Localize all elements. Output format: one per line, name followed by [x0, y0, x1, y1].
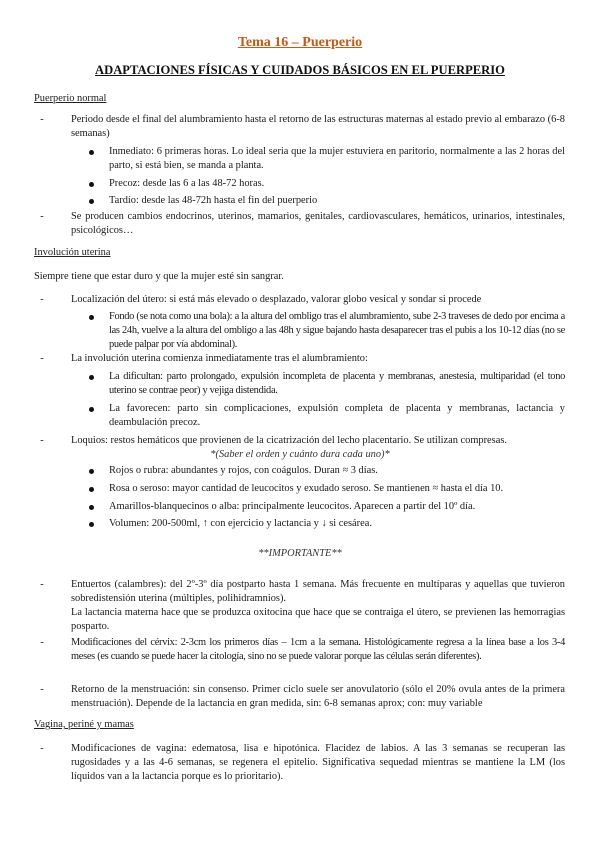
- intro-paragraph: Siempre tiene que estar duro y que la mujer esté sin sangrar.: [34, 271, 284, 282]
- document-subtitle: ADAPTACIONES FÍSICAS Y CUIDADOS BÁSICOS EN EL PUERPERIO: [95, 63, 505, 77]
- bullet-icon: [89, 522, 94, 527]
- dash-marker: -: [40, 114, 44, 125]
- dash-marker: -: [40, 294, 44, 305]
- list-item-text: Se producen cambios endocrinos, uterinos, mamarios, genitales, cardiovasculares, hemáticos, urinarios, intestinales, psicológicos…: [71, 211, 565, 236]
- list-item: [37, 578, 565, 634]
- dash-marker: -: [40, 579, 44, 590]
- bullet-icon: [89, 199, 94, 204]
- bullet-icon: [89, 375, 94, 380]
- bullet-icon: [89, 487, 94, 492]
- list-item-text: La involución uterina comienza inmediatamente tras el alumbramiento:: [71, 353, 368, 364]
- list-item: [37, 352, 565, 366]
- bullet-icon: [89, 182, 94, 187]
- list-item: [83, 464, 565, 478]
- list-item: [37, 683, 565, 711]
- list-item: [37, 434, 565, 448]
- list-item: [83, 500, 565, 514]
- dash-marker: -: [40, 637, 44, 648]
- document-title: Tema 16 – Puerperio: [237, 35, 363, 50]
- list-item-text: Localización del útero: si está más elevado o desplazado, valorar globo vesical y sondar si procede: [71, 294, 482, 305]
- list-item: [83, 370, 565, 398]
- bullet-icon: [89, 469, 94, 474]
- list-item-text: Loquios: restos hemáticos que provienen de la cicatrización del lecho placentario. Se utilizan compresas.: [71, 435, 507, 446]
- section-heading-involucion-uterina: Involución uterina: [34, 247, 111, 258]
- dash-marker: -: [40, 435, 44, 446]
- dash-marker: -: [40, 211, 44, 222]
- bullet-icon: [89, 505, 94, 510]
- list-item-text: Rosa o seroso: mayor cantidad de leucocitos y exudado seroso. Se mantienen ≈ hasta el día 10.: [109, 483, 504, 494]
- bullet-icon: [89, 315, 94, 320]
- list-item-text: Modificaciones del cérvix: 2-3cm los primeros días – 1cm a la semana. Histológicamente regresa a la línea base a los 3-4 meses (es cuando se puede hacer la citología, sino no se puede valorar porque las células serán diferentes).: [71, 637, 565, 662]
- dash-marker: -: [40, 684, 44, 695]
- list-item: [83, 517, 565, 531]
- dash-marker: -: [40, 353, 44, 364]
- list-item: [37, 636, 565, 664]
- list-item-text: La dificultan: parto prolongado, expulsión incompleta de placenta y membranas, anestesia, multiparidad (el tono uterino se contrae peor) y vejiga distendida.: [109, 371, 565, 396]
- list-item-text: Entuertos (calambres): del 2º-3º día postparto hasta 1 semana. Más frecuente en multíparas y aquellas que tuvieron sobredistensión uterina (múltiples, polihidramnios).: [71, 579, 565, 604]
- list-item: [37, 210, 565, 238]
- section-heading-vagina-perine-mamas: Vagina, periné y mamas: [34, 719, 134, 730]
- list-item-text: La favorecen: parto sin complicaciones, expulsión completa de placenta y membranas, lactancia y deambulación precoz.: [109, 403, 565, 428]
- dash-marker: -: [40, 743, 44, 754]
- list-item-text: Periodo desde el final del alumbramiento hasta el retorno de las estructuras maternas al estado previo al embarazo (6-8 semanas): [71, 114, 565, 139]
- list-item: [83, 402, 565, 430]
- list-item: [83, 194, 565, 208]
- list-item-text: Modificaciones de vagina: edematosa, lisa e hipotónica. Flacidez de labios. A las 3 semanas se recuperan las rugosidades y a las 4-6 semanas, se regenera el epitelio. Significativa sequedad mientras se mantiene la LM (los líquidos van a la lactancia porque es lo prioritario).: [71, 743, 565, 782]
- list-item: [83, 310, 565, 352]
- list-item-text: Volumen: 200-500ml, ↑ con ejercicio y lactancia y ↓ si cesárea.: [109, 518, 372, 529]
- list-item-text: Rojos o rubra: abundantes y rojos, con coágulos. Duran ≈ 3 días.: [109, 465, 378, 476]
- list-item: [83, 177, 565, 191]
- note-order: *(Saber el orden y cuánto dura cada uno)*: [210, 449, 390, 460]
- list-item-text: Tardío: desde las 48-72h hasta el fin del puerperio: [109, 195, 318, 206]
- list-item-text: Fondo (se nota como una bola): a la altura del ombligo tras el alumbramiento, sube 2-3 traveses de dedo por encima a las 24h, vuelve a la altura del ombligo a las 48h y sigue bajando hasta desaparecer tras el pubis a los 10-12 días (no se puede palpar por vía abdominal).: [109, 311, 565, 350]
- list-item: [83, 482, 565, 496]
- list-item-text: Precoz: desde las 6 a las 48-72 horas.: [109, 178, 265, 189]
- list-item: [83, 145, 565, 173]
- list-item: [37, 113, 565, 141]
- section-heading-puerperio-normal: Puerperio normal: [34, 93, 107, 104]
- list-item-continuation: La lactancia materna hace que se produzca oxitocina que hace que se contraiga el útero, se previenen las hemorragias posparto.: [71, 607, 565, 632]
- list-item: [37, 742, 565, 784]
- list-item: [37, 293, 565, 307]
- list-item-text: Inmediato: 6 primeras horas. Lo ideal seria que la mujer estuviera en paritorio, normalmente a las 2 horas del parto, si está bien, se manda a planta.: [109, 146, 565, 171]
- list-item-text: Amarillos-blanquecinos o alba: principalmente leucocitos. Aparecen a partir del 10º día.: [109, 501, 476, 512]
- note-important: **IMPORTANTE**: [258, 548, 342, 559]
- bullet-icon: [89, 407, 94, 412]
- bullet-icon: [89, 150, 94, 155]
- list-item-text: Retorno de la menstruación: sin consenso. Primer ciclo suele ser anovulatorio (sólo el 20% ovula antes de la primera menstruación). Depende de la lactancia en gran medida, sin: 6-8 semanas aprox; con: muy variable: [71, 684, 565, 709]
